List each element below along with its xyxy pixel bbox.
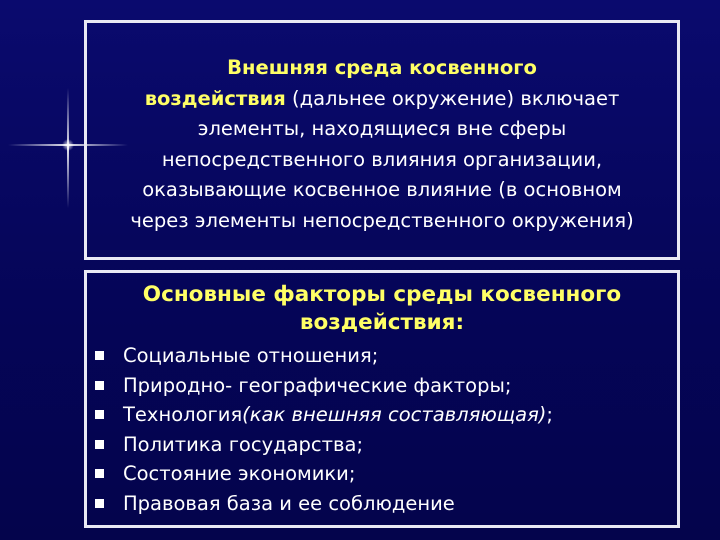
definition-title-line1: Внешняя среда косвенного bbox=[227, 56, 537, 79]
definition-title-bold: воздействия bbox=[144, 86, 286, 110]
square-bullet-icon bbox=[95, 351, 104, 360]
factors-title bbox=[87, 281, 677, 337]
factor-item-politics bbox=[91, 430, 553, 460]
square-bullet-icon bbox=[95, 410, 104, 419]
definition-title-rest: (дальнее окружение) включает bbox=[285, 86, 620, 110]
definition-line3: элементы, находящиеся вне сферы bbox=[197, 117, 567, 140]
factor-item-text: Технология bbox=[123, 403, 243, 426]
definition-line4: непосредственного влияния организации, bbox=[161, 147, 603, 171]
definition-line5: оказывающие косвенное влияние (в основном bbox=[142, 178, 622, 201]
factors-list bbox=[91, 341, 553, 518]
factor-item-social bbox=[91, 341, 553, 371]
factor-item-text: Правовая база и ее соблюдение bbox=[123, 491, 455, 515]
factors-box bbox=[84, 270, 680, 528]
factor-item-technology bbox=[91, 400, 553, 430]
factor-item-nature bbox=[91, 371, 553, 401]
factor-item-text: Состояние экономики; bbox=[123, 462, 356, 485]
square-bullet-icon bbox=[95, 469, 104, 478]
factors-title-line1: Основные факторы среды косвенного bbox=[142, 282, 622, 307]
factor-item-note: (как внешняя составляющая) bbox=[242, 403, 547, 426]
factor-item-text: Политика государства; bbox=[123, 432, 364, 456]
factor-item-legal bbox=[91, 489, 553, 519]
factor-item-text: Природно- географические факторы; bbox=[123, 373, 512, 397]
factor-item-suffix: ; bbox=[546, 403, 553, 426]
definition-text bbox=[87, 53, 677, 236]
factors-title-line2: воздействия: bbox=[299, 310, 465, 335]
square-bullet-icon bbox=[95, 440, 104, 449]
square-bullet-icon bbox=[95, 499, 104, 508]
definition-line6: через элементы непосредственного окружения) bbox=[130, 208, 634, 232]
factor-item-text: Социальные отношения; bbox=[123, 344, 379, 367]
definition-box bbox=[84, 20, 680, 260]
definition-title-line2 bbox=[87, 84, 677, 115]
square-bullet-icon bbox=[95, 381, 104, 390]
factor-item-economy bbox=[91, 459, 553, 489]
